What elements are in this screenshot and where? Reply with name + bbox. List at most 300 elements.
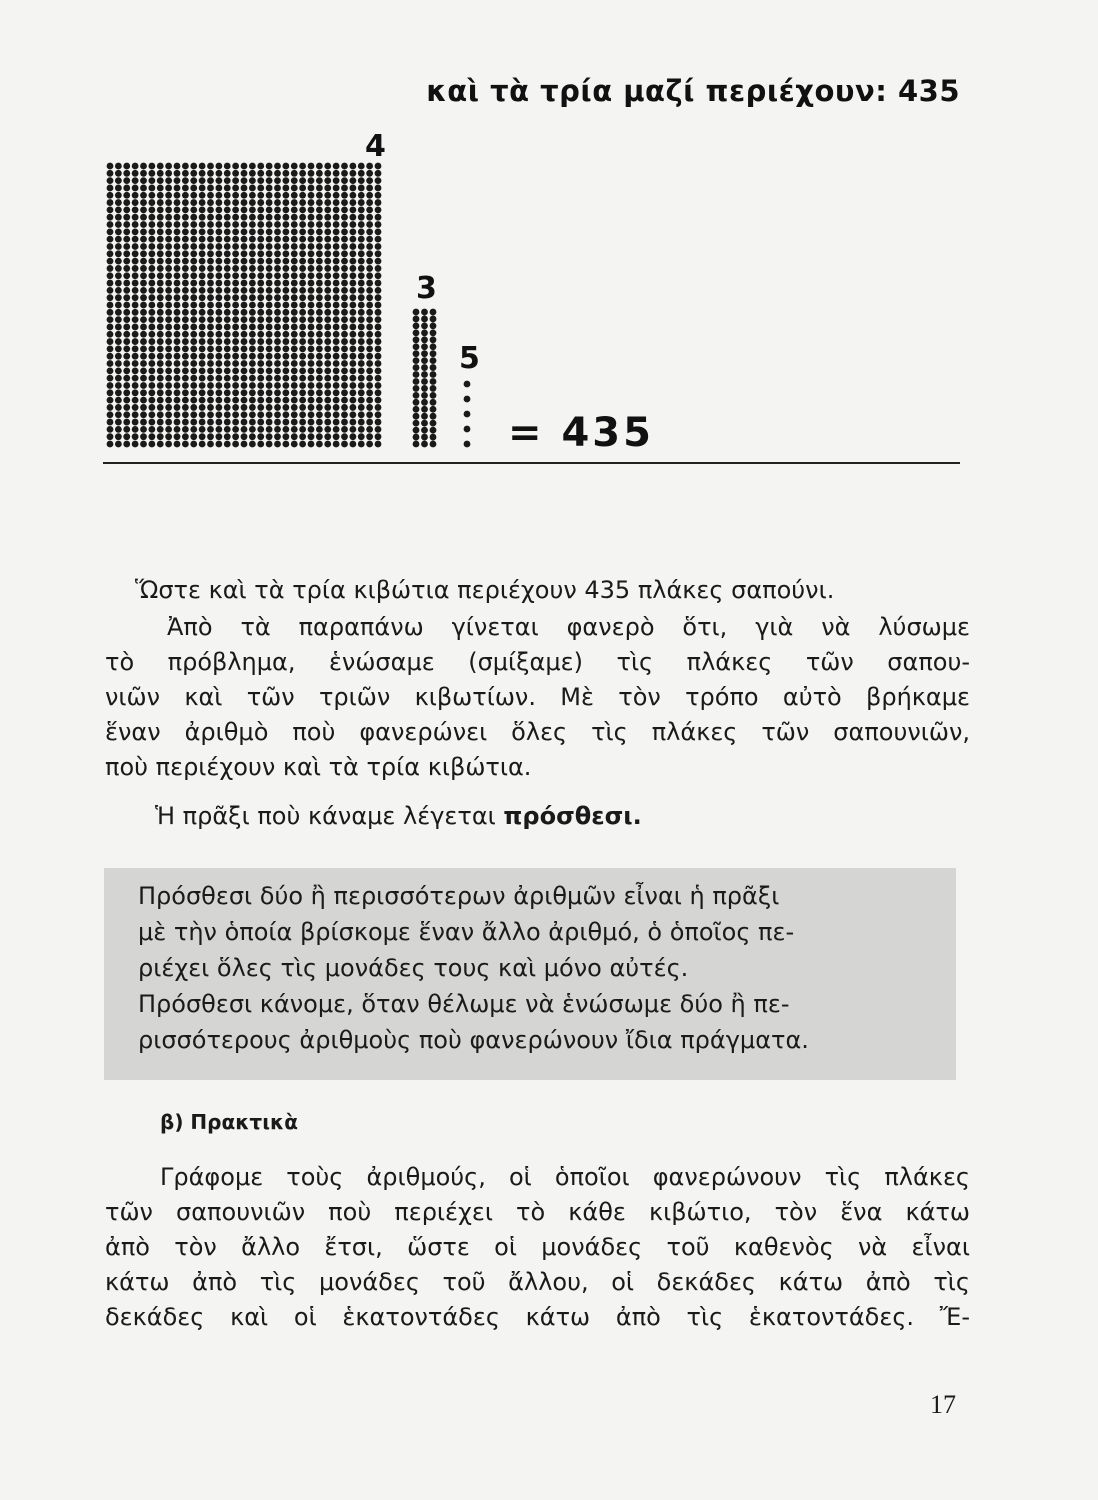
hundreds-dot (157, 221, 164, 228)
hundreds-dot (375, 228, 382, 235)
hundreds-dot (232, 294, 239, 301)
hundreds-dot (157, 433, 164, 440)
hundreds-dot (375, 389, 382, 396)
hundreds-dot (349, 185, 356, 192)
tens-dot (430, 364, 437, 371)
hundreds-dot (341, 331, 348, 338)
tens-dot (430, 434, 437, 441)
hundreds-dot (224, 228, 231, 235)
hundreds-dot (249, 345, 256, 352)
hundreds-dot (199, 243, 206, 250)
hundreds-dot (241, 353, 248, 360)
hundreds-dot (190, 367, 197, 374)
hundreds-dot (199, 214, 206, 221)
hundreds-dot (182, 360, 189, 367)
hundreds-dot (282, 397, 289, 404)
hundreds-dot (299, 214, 306, 221)
hundreds-dot (224, 302, 231, 309)
hundreds-dot (148, 411, 155, 418)
hundreds-dot (266, 389, 273, 396)
hundreds-dot (182, 316, 189, 323)
hundreds-dot (157, 367, 164, 374)
hundreds-dot (358, 199, 365, 206)
hundreds-dot (165, 280, 172, 287)
hundreds-dot (174, 433, 181, 440)
hundreds-dot (140, 236, 147, 243)
hundreds-dot (349, 324, 356, 331)
hundreds-dot (341, 411, 348, 418)
hundreds-dot (190, 228, 197, 235)
hundreds-dot (324, 214, 331, 221)
hundreds-dot (232, 302, 239, 309)
hundreds-dot (115, 345, 122, 352)
hundreds-dot (140, 426, 147, 433)
tens-dot (430, 385, 437, 392)
hundreds-dot (308, 265, 315, 272)
hundreds-dot (257, 185, 264, 192)
hundreds-dot (324, 345, 331, 352)
hundreds-dot (308, 177, 315, 184)
hundreds-dot (199, 375, 206, 382)
hundreds-dot (375, 345, 382, 352)
hundreds-dot (132, 360, 139, 367)
hundreds-dot (132, 199, 139, 206)
hundreds-dot (182, 353, 189, 360)
hundreds-dot (375, 426, 382, 433)
hundreds-dot (341, 316, 348, 323)
hundreds-dot (257, 316, 264, 323)
hundreds-dot (207, 324, 214, 331)
hundreds-dot (324, 265, 331, 272)
hundreds-dot (266, 419, 273, 426)
hundreds-dot (174, 397, 181, 404)
hundreds-dot (182, 331, 189, 338)
hundreds-dot (308, 426, 315, 433)
hundreds-dot (174, 324, 181, 331)
hundreds-dot (232, 433, 239, 440)
hundreds-dot (299, 258, 306, 265)
hundreds-dot (207, 367, 214, 374)
hundreds-dot (366, 382, 373, 389)
hundreds-dot (257, 353, 264, 360)
definition-line-5: ρισσότερους ἀριθμοὺς ποὺ φανερώνουν ἴδια πράγματα. (138, 1026, 809, 1054)
hundreds-dot (199, 382, 206, 389)
hundreds-dot (291, 302, 298, 309)
hundreds-dot (257, 206, 264, 213)
tens-dot (430, 371, 437, 378)
tens-dot (430, 378, 437, 385)
hundreds-dot (199, 397, 206, 404)
hundreds-dot (157, 228, 164, 235)
hundreds-dot (232, 214, 239, 221)
hundreds-label: 4 (365, 129, 386, 164)
hundreds-dot (132, 236, 139, 243)
tens-dot (413, 343, 420, 350)
hundreds-dot (241, 250, 248, 257)
hundreds-dot (316, 404, 323, 411)
hundreds-dot (123, 331, 130, 338)
hundreds-dot (274, 185, 281, 192)
hundreds-dot (366, 199, 373, 206)
hundreds-dot (182, 272, 189, 279)
hundreds-dot (157, 243, 164, 250)
hundreds-dot (366, 170, 373, 177)
hundreds-dot (316, 250, 323, 257)
hundreds-dot (132, 367, 139, 374)
hundreds-dot (349, 367, 356, 374)
hundreds-dot (341, 243, 348, 250)
units-dot (464, 441, 471, 448)
hundreds-dot (165, 382, 172, 389)
hundreds-dot (349, 397, 356, 404)
hundreds-dot (232, 404, 239, 411)
hundreds-dot (232, 170, 239, 177)
equation-result: = 435 (508, 410, 654, 456)
hundreds-dot (148, 367, 155, 374)
hundreds-dot (123, 382, 130, 389)
hundreds-dot (375, 206, 382, 213)
hundreds-dot (308, 441, 315, 448)
hundreds-dot (199, 345, 206, 352)
hundreds-dot (358, 177, 365, 184)
hundreds-dot (165, 287, 172, 294)
hundreds-dot (132, 287, 139, 294)
hundreds-dot (308, 302, 315, 309)
hundreds-dot (257, 294, 264, 301)
hundreds-dot (115, 309, 122, 316)
hundreds-dot (182, 280, 189, 287)
hundreds-dot (224, 433, 231, 440)
hundreds-dot (375, 243, 382, 250)
tens-dot (413, 441, 420, 448)
hundreds-dot (165, 324, 172, 331)
hundreds-dot (291, 353, 298, 360)
hundreds-dot (132, 338, 139, 345)
hundreds-dot (207, 250, 214, 257)
hundreds-dot (274, 375, 281, 382)
hundreds-dot (341, 360, 348, 367)
hundreds-dot (366, 353, 373, 360)
hundreds-dot (148, 309, 155, 316)
hundreds-dot (308, 367, 315, 374)
hundreds-dot (241, 338, 248, 345)
hundreds-dot (308, 316, 315, 323)
hundreds-dot (316, 287, 323, 294)
hundreds-dot (282, 170, 289, 177)
hundreds-dot (224, 199, 231, 206)
hundreds-dot (215, 324, 222, 331)
hundreds-dot (282, 316, 289, 323)
tens-dot (413, 427, 420, 434)
hundreds-dot (190, 199, 197, 206)
hundreds-dot (349, 199, 356, 206)
hundreds-dot (341, 426, 348, 433)
hundreds-dot (232, 338, 239, 345)
hundreds-dot (249, 280, 256, 287)
hundreds-dot (349, 163, 356, 170)
hundreds-dot (316, 353, 323, 360)
hundreds-dot (232, 280, 239, 287)
hundreds-dot (333, 206, 340, 213)
hundreds-dot (215, 411, 222, 418)
hundreds-dot (282, 272, 289, 279)
hundreds-dot (299, 192, 306, 199)
hundreds-dot (375, 309, 382, 316)
hundreds-dot (115, 419, 122, 426)
hundreds-dot (215, 192, 222, 199)
hundreds-dot (308, 433, 315, 440)
hundreds-dot (148, 389, 155, 396)
hundreds-dot (165, 302, 172, 309)
hundreds-dot (299, 177, 306, 184)
hundreds-dot (333, 177, 340, 184)
hundreds-dot (232, 367, 239, 374)
hundreds-dot (358, 236, 365, 243)
hundreds-dot (140, 250, 147, 257)
hundreds-dot (316, 309, 323, 316)
hundreds-dot (190, 382, 197, 389)
hundreds-dot (174, 353, 181, 360)
hundreds-dot (148, 214, 155, 221)
hundreds-dot (282, 367, 289, 374)
hundreds-dot (241, 419, 248, 426)
hundreds-dot (291, 411, 298, 418)
hundreds-dot (308, 258, 315, 265)
hundreds-dot (366, 309, 373, 316)
hundreds-dot (333, 353, 340, 360)
hundreds-dot (241, 214, 248, 221)
hundreds-dot (174, 221, 181, 228)
hundreds-dot (199, 360, 206, 367)
hundreds-dot (266, 294, 273, 301)
hundreds-dot (291, 338, 298, 345)
hundreds-dot (333, 375, 340, 382)
hundreds-dot (207, 177, 214, 184)
hundreds-dot (349, 170, 356, 177)
hundreds-dot (266, 287, 273, 294)
hundreds-dot (266, 243, 273, 250)
hundreds-dot (324, 228, 331, 235)
hundreds-dot (282, 338, 289, 345)
hundreds-dot (358, 192, 365, 199)
hundreds-dot (140, 338, 147, 345)
hundreds-dot (140, 280, 147, 287)
hundreds-dot (282, 243, 289, 250)
hundreds-dot (207, 331, 214, 338)
hundreds-dot (157, 185, 164, 192)
hundreds-dot (316, 302, 323, 309)
hundreds-dot (257, 397, 264, 404)
hundreds-dot (291, 243, 298, 250)
hundreds-dot (282, 163, 289, 170)
tens-dot (413, 364, 420, 371)
hundreds-dot (249, 163, 256, 170)
hundreds-dot (140, 185, 147, 192)
hundreds-dot (341, 206, 348, 213)
hundreds-dot (190, 331, 197, 338)
hundreds-dot (349, 236, 356, 243)
hundreds-dot (123, 411, 130, 418)
hundreds-dot (115, 389, 122, 396)
hundreds-dot (308, 411, 315, 418)
hundreds-dot (182, 185, 189, 192)
hundreds-dot (257, 163, 264, 170)
hundreds-dot (123, 375, 130, 382)
hundreds-dot (366, 324, 373, 331)
hundreds-dot (190, 221, 197, 228)
hundreds-dot (232, 426, 239, 433)
hundreds-dot (224, 411, 231, 418)
hundreds-dot (266, 302, 273, 309)
hundreds-dot (107, 404, 114, 411)
hundreds-dot (199, 163, 206, 170)
hundreds-dot (207, 192, 214, 199)
hundreds-dot (148, 331, 155, 338)
hundreds-dot (266, 177, 273, 184)
hundreds-dot (324, 419, 331, 426)
hundreds-dot (190, 345, 197, 352)
hundreds-dot (132, 280, 139, 287)
hundreds-dot (249, 441, 256, 448)
hundreds-dot (375, 382, 382, 389)
hundreds-dot (366, 236, 373, 243)
hundreds-dot (274, 433, 281, 440)
hundreds-dot (308, 272, 315, 279)
tens-dot (421, 392, 428, 399)
hundreds-dot (349, 258, 356, 265)
hundreds-dot (274, 419, 281, 426)
hundreds-dot (333, 280, 340, 287)
hundreds-dot (316, 206, 323, 213)
hundreds-dot (174, 302, 181, 309)
hundreds-dot (366, 419, 373, 426)
hundreds-dot (140, 411, 147, 418)
hundreds-dot (182, 236, 189, 243)
hundreds-dot (333, 433, 340, 440)
hundreds-dot (274, 324, 281, 331)
hundreds-dot (199, 302, 206, 309)
hundreds-dot (249, 228, 256, 235)
hundreds-dot (215, 214, 222, 221)
hundreds-dot (215, 287, 222, 294)
hundreds-dot (324, 411, 331, 418)
hundreds-dot (333, 294, 340, 301)
hundreds-dot (140, 389, 147, 396)
body-text (105, 573, 970, 834)
hundreds-dot (341, 302, 348, 309)
hundreds-dot (199, 309, 206, 316)
hundreds-dot (324, 272, 331, 279)
hundreds-dot (299, 250, 306, 257)
hundreds-dot (190, 389, 197, 396)
hundreds-dot (157, 353, 164, 360)
hundreds-dot (215, 206, 222, 213)
hundreds-dot (224, 258, 231, 265)
hundreds-dot (324, 302, 331, 309)
units-column (464, 381, 471, 448)
hundreds-dot (190, 316, 197, 323)
hundreds-dot (299, 404, 306, 411)
hundreds-dot (224, 214, 231, 221)
hundreds-dot (358, 280, 365, 287)
hundreds-dot (232, 236, 239, 243)
tens-dot (413, 329, 420, 336)
hundreds-dot (266, 228, 273, 235)
hundreds-dot (316, 265, 323, 272)
hundreds-dot (324, 192, 331, 199)
hundreds-dot (257, 199, 264, 206)
hundreds-dot (123, 170, 130, 177)
operation-text: Ἡ πρᾶξι ποὺ κάναμε λέγεται (155, 802, 496, 830)
hundreds-dot (215, 338, 222, 345)
hundreds-dot (241, 199, 248, 206)
hundreds-dot (366, 221, 373, 228)
hundreds-dot (107, 397, 114, 404)
hundreds-dot (165, 419, 172, 426)
hundreds-dot (358, 250, 365, 257)
hundreds-dot (274, 397, 281, 404)
hundreds-dot (266, 433, 273, 440)
hundreds-dot (241, 404, 248, 411)
hundreds-dot (274, 214, 281, 221)
hundreds-dot (132, 397, 139, 404)
hundreds-dot (190, 404, 197, 411)
hundreds-dot (308, 214, 315, 221)
body-line-1: Ὥστε καὶ τὰ τρία κιβώτια περιέχουν 435 πλάκες σαπούνι. (135, 576, 835, 604)
hundreds-dot (115, 272, 122, 279)
hundreds-dot (333, 367, 340, 374)
hundreds-dot (132, 375, 139, 382)
hundreds-dot (366, 411, 373, 418)
hundreds-dot (274, 345, 281, 352)
hundreds-dot (140, 163, 147, 170)
hundreds-dot (341, 345, 348, 352)
hundreds-dot (324, 221, 331, 228)
hundreds-dot (165, 265, 172, 272)
hundreds-dot (182, 345, 189, 352)
hundreds-dot (308, 280, 315, 287)
hundreds-dot (207, 287, 214, 294)
hundreds-dot (174, 360, 181, 367)
hundreds-dot (174, 206, 181, 213)
hundreds-dot (358, 309, 365, 316)
hundreds-dot (274, 236, 281, 243)
hundreds-dot (274, 192, 281, 199)
hundreds-dot (274, 199, 281, 206)
hundreds-dot (266, 324, 273, 331)
hundreds-dot (358, 228, 365, 235)
hundreds-dot (375, 360, 382, 367)
hundreds-dot (375, 294, 382, 301)
hundreds-dot (349, 316, 356, 323)
hundreds-dot (349, 302, 356, 309)
hundreds-dot (190, 419, 197, 426)
hundreds-dot (107, 192, 114, 199)
hundreds-dot (249, 367, 256, 374)
hundreds-dot (241, 397, 248, 404)
hundreds-dot (232, 265, 239, 272)
hundreds-dot (341, 324, 348, 331)
hundreds-dot (324, 426, 331, 433)
hundreds-dot (249, 272, 256, 279)
hundreds-dot (107, 265, 114, 272)
hundreds-dot (107, 250, 114, 257)
hundreds-dot (282, 433, 289, 440)
hundreds-dot (333, 163, 340, 170)
hundreds-dot (215, 404, 222, 411)
hundreds-dot (190, 360, 197, 367)
hundreds-dot (132, 426, 139, 433)
